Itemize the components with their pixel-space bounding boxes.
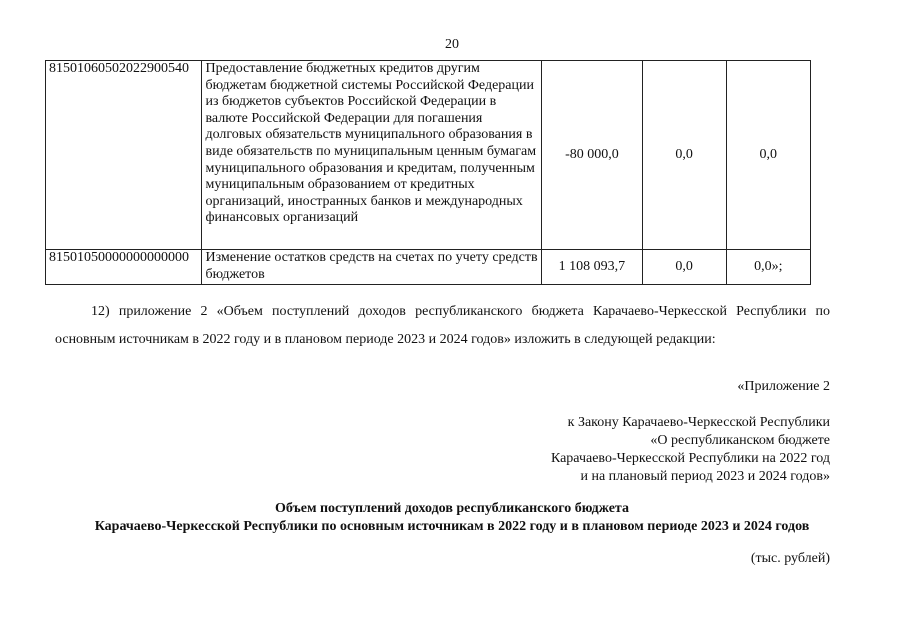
law-reference [551, 414, 830, 486]
value-2024-cell: 0,0 [726, 61, 810, 250]
appendix-title: «Приложение 2 [737, 379, 830, 394]
budget-code-cell: 81501050000000000000 [46, 250, 202, 285]
value-2023-cell: 0,0 [642, 250, 726, 285]
document-title-line: Объем поступлений доходов республиканского бюджета [275, 501, 629, 516]
budget-sources-table [45, 60, 811, 285]
document-title-line: Карачаево-Черкесской Республики по основным источникам в 2022 году и в плановом периоде 2023 и 2024 годов [94, 519, 810, 534]
law-reference-line: и на плановый период 2023 и 2024 годов» [580, 469, 830, 484]
table-row [46, 61, 811, 250]
law-reference-line: «О республиканском бюджете [650, 433, 830, 448]
value-2024-cell: 0,0»; [726, 250, 810, 285]
document-title [0, 500, 904, 536]
page-number: 20 [445, 37, 459, 52]
value-2023-cell: 0,0 [642, 61, 726, 250]
units-label: (тыс. рублей) [750, 551, 830, 566]
value-2022-cell: -80 000,0 [542, 61, 643, 250]
amendment-paragraph: 12) приложение 2 «Объем поступлений доходов республиканского бюджета Карачаево-Черкесской Республики по основным источникам в 2022 году и в плановом периоде 2023 и 2024 годов» изложить в следующей редакции: [55, 304, 830, 347]
table-row [46, 250, 811, 285]
budget-code-cell: 81501060502022900540 [46, 61, 202, 250]
value-2022-cell: 1 108 093,7 [542, 250, 643, 285]
law-reference-line: к Закону Карачаево-Черкесской Республики [567, 415, 830, 430]
law-reference-line: Карачаево-Черкесской Республики на 2022 год [550, 451, 830, 466]
description-cell: Предоставление бюджетных кредитов другим бюджетам бюджетной системы Российской Федерации из бюджетов субъектов Российской Федерации в валюте Российской Федерации для погашения долговых обязательств муниципального образования в виде обязательств по муниципальным ценным бумагам муниципального образования и кредитам, полученным муниципальным образованием от кредитных организаций, иностранных банков и международных финансовых организаций [202, 61, 542, 250]
description-cell: Изменение остатков средств на счетах по учету средств бюджетов [202, 250, 542, 285]
